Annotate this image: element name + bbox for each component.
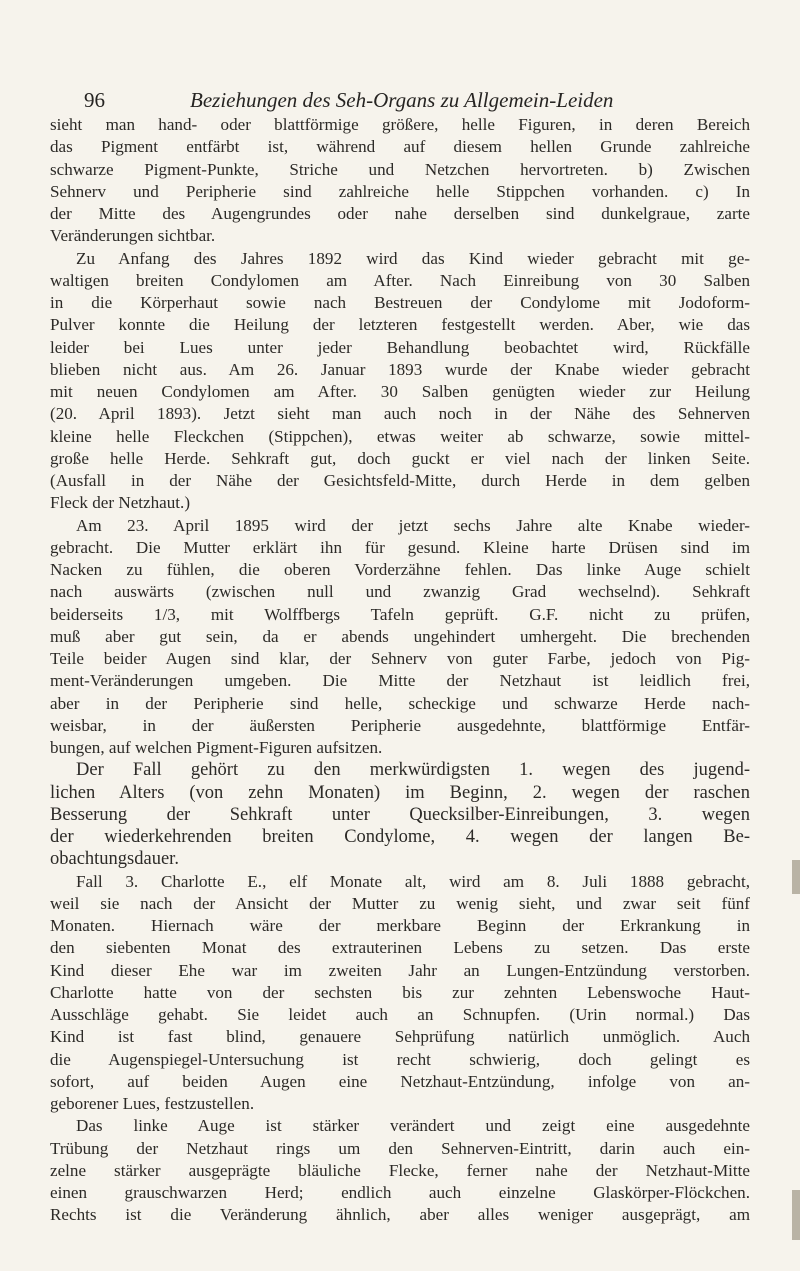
text-line: Fall 3. Charlotte E., elf Monate alt, wird am 8. Juli 1888 gebracht, bbox=[76, 871, 750, 891]
text-line: weil sie nach der Ansicht der Mutter zu wenig sieht, und zwar seit fünf bbox=[50, 893, 750, 913]
text-line: nach auswärts (zwischen null und zwanzig Grad wechselnd). Sehkraft bbox=[50, 582, 750, 602]
text-line: Veränderungen sichtbar. bbox=[50, 226, 216, 246]
text-line: Ausschläge gehabt. Sie leidet auch an Schnupfen. (Urin normal.) Das bbox=[50, 1005, 750, 1024]
page-edge-shadow bbox=[792, 860, 800, 894]
text-line: Nacken zu fühlen, die oberen Vorderzähne fehlen. Das linke Auge schielt bbox=[50, 560, 750, 579]
text-line: blieben nicht aus. Am 26. Januar 1893 wurde der Knabe wieder gebracht bbox=[50, 359, 750, 379]
text-line: mit neuen Condylomen am After. 30 Salben genügten wieder zur Heilung bbox=[50, 382, 750, 401]
text-line: der wiederkehrenden breiten Condylome, 4. wegen der langen Be- bbox=[50, 827, 750, 847]
text-line: Zu Anfang des Jahres 1892 wird das Kind wieder gebracht mit ge- bbox=[76, 248, 750, 268]
text-line: Der Fall gehört zu den merkwürdigsten 1. wegen des jugend- bbox=[76, 760, 750, 781]
text-line: Kind dieser Ehe war im zweiten Jahr an Lungen-Entzündung verstorben. bbox=[50, 960, 750, 980]
text-line: ment-Veränderungen umgeben. Die Mitte der Netzhaut ist leidlich frei, bbox=[50, 671, 750, 691]
text-line: einen grauschwarzen Herd; endlich auch einzelne Glaskörper-Flöckchen. bbox=[50, 1183, 750, 1202]
text-line: Pulver konnte die Heilung der letzteren festgestellt werden. Aber, wie das bbox=[50, 315, 750, 335]
text-line: Teile beider Augen sind klar, der Sehnerv von guter Farbe, jedoch von Pig- bbox=[50, 649, 750, 668]
text-line: (20. April 1893). Jetzt sieht man auch noch in der Nähe des Sehnerven bbox=[50, 404, 750, 424]
text-line: Charlotte hatte von der sechsten bis zur zehnten Lebenswoche Haut- bbox=[50, 982, 750, 1002]
page-number: 96 bbox=[84, 88, 105, 112]
text-line: die Augenspiegel-Untersuchung ist recht schwierig, doch gelingt es bbox=[50, 1049, 750, 1069]
text-line: leider bei Lues unter jeder Behandlung beobachtet wird, Rückfälle bbox=[50, 337, 750, 357]
running-title: Beziehungen des Seh-Organs zu Allgemein-Leiden bbox=[190, 88, 614, 112]
text-line: aber in der Peripherie sind helle, scheckige und schwarze Herde nach- bbox=[50, 693, 750, 713]
text-line: (Ausfall in der Nähe der Gesichtsfeld-Mitte, durch Herde in dem gelben bbox=[50, 471, 750, 490]
text-line: gebracht. Die Mutter erklärt ihn für gesund. Kleine harte Drüsen sind im bbox=[50, 537, 750, 557]
text-line: der Mitte des Augengrundes oder nahe derselben sind dunkelgraue, zarte bbox=[50, 204, 750, 223]
text-line: muß aber gut sein, da er abends ungehindert umhergeht. Die brechenden bbox=[50, 626, 750, 646]
text-line: Rechts ist die Veränderung ähnlich, aber alles weniger ausgeprägt, am bbox=[50, 1205, 750, 1225]
page-edge-shadow bbox=[792, 1190, 800, 1240]
text-line: weisbar, in der äußersten Peripherie ausgedehnte, blattförmige Entfär- bbox=[50, 715, 750, 735]
text-line: Kind ist fast blind, genauere Sehprüfung natürlich unmöglich. Auch bbox=[50, 1027, 750, 1047]
text-line: Trübung der Netzhaut rings um den Sehnerven-Eintritt, darin auch ein- bbox=[50, 1138, 750, 1158]
text-line: Fleck der Netzhaut.) bbox=[50, 493, 191, 513]
text-line: bungen, auf welchen Pigment-Figuren aufsitzen. bbox=[50, 738, 383, 757]
text-line: schwarze Pigment-Punkte, Striche und Netzchen hervortreten. b) Zwischen bbox=[50, 159, 750, 179]
text-line: sofort, auf beiden Augen eine Netzhaut-Entzündung, infolge von an- bbox=[50, 1071, 750, 1091]
text-line: kleine helle Fleckchen (Stippchen), etwas weiter ab schwarze, sowie mittel- bbox=[50, 426, 750, 446]
text-line: Besserung der Sehkraft unter Quecksilber-Einreibungen, 3. wegen bbox=[50, 804, 750, 825]
text-line: beiderseits 1/3, mit Wolffbergs Tafeln geprüft. G.F. nicht zu prüfen, bbox=[50, 604, 750, 624]
body-text bbox=[50, 114, 750, 1227]
text-line: obachtungsdauer. bbox=[50, 849, 179, 870]
text-line: zelne stärker ausgeprägte bläuliche Flecke, ferner nahe der Netzhaut-Mitte bbox=[50, 1160, 750, 1180]
text-line: geborener Lues, festzustellen. bbox=[50, 1094, 255, 1113]
text-line: den siebenten Monat des extrauterinen Lebens zu setzen. Das erste bbox=[50, 938, 750, 958]
text-line: waltigen breiten Condylomen am After. Nach Einreibung von 30 Salben bbox=[50, 270, 750, 290]
text-line: in die Körperhaut sowie nach Bestreuen der Condylome mit Jodoform- bbox=[50, 293, 750, 312]
text-line: große helle Herde. Sehkraft gut, doch guckt er viel nach der linken Seite. bbox=[50, 448, 750, 468]
text-line: lichen Alters (von zehn Monaten) im Beginn, 2. wegen der raschen bbox=[50, 782, 750, 803]
text-line: Am 23. April 1895 wird der jetzt sechs Jahre alte Knabe wieder- bbox=[76, 515, 750, 535]
text-line: Monaten. Hiernach wäre der merkbare Beginn der Erkrankung in bbox=[50, 916, 750, 935]
text-line: Sehnerv und Peripherie sind zahlreiche helle Stippchen vorhanden. c) In bbox=[50, 181, 750, 201]
text-line: Das linke Auge ist stärker verändert und zeigt eine ausgedehnte bbox=[76, 1116, 750, 1136]
text-line: das Pigment entfärbt ist, während auf diesem hellen Grunde zahlreiche bbox=[50, 137, 750, 157]
text-line: sieht man hand- oder blattförmige größere, helle Figuren, in deren Bereich bbox=[50, 115, 750, 134]
